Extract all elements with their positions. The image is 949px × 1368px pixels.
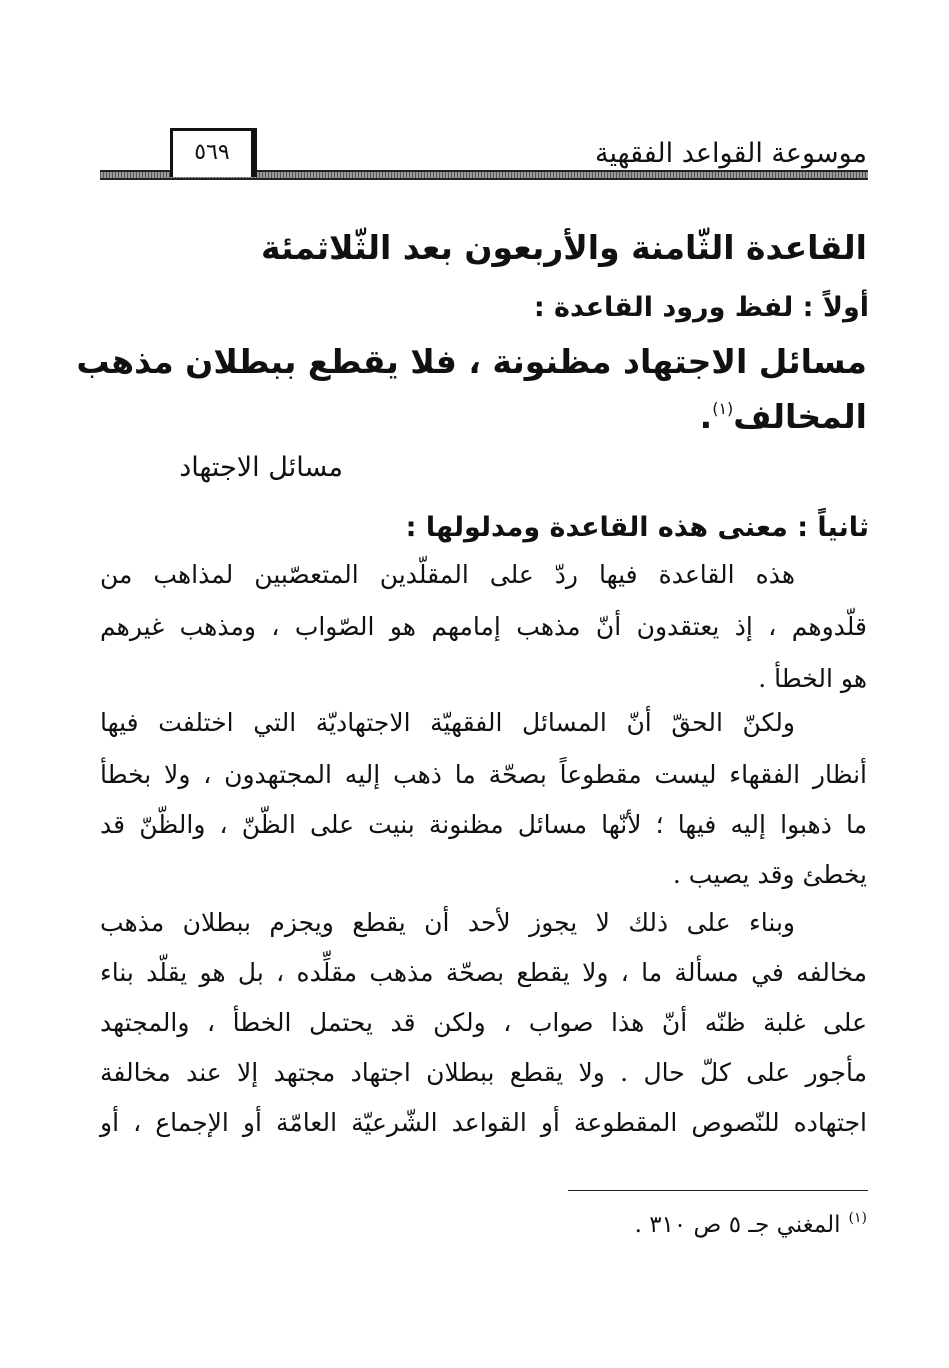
paragraph-3-line-5: اجتهاده للنّصوص المقطوعة أو القواعد الشّرعيّة العامّة أو الإجماع ، أو xyxy=(100,1108,867,1137)
paragraph-2-line-4: يخطئ وقد يصيب . xyxy=(672,860,867,889)
rule-heading: القاعدة الثّامنة والأربعون بعد الثّلاثمئة xyxy=(261,228,867,267)
section-1-title: أولاً : لفظ ورود القاعدة : xyxy=(533,292,869,323)
paragraph-1-line-3: هو الخطأ . xyxy=(758,664,867,693)
page-number-box xyxy=(170,128,257,177)
paragraph-1-line-2: قلّدوهم ، إذ يعتقدون أنّ مذهب إمامهم هو الصّواب ، ومذهب غيرهم xyxy=(100,612,867,641)
paragraph-3-line-2: مخالفه في مسألة ما ، ولا يقطع بصحّة مذهب مقلِّده ، بل هو يقلّد بناء xyxy=(100,958,867,987)
handwritten-note: مسائل الاجتهاد xyxy=(179,452,343,483)
paragraph-3-line-3: على غلبة ظنّه أنّ هذا صواب ، ولكن قد يحتمل الخطأ ، والمجتهد xyxy=(100,1008,867,1037)
footnote-ref-marker: (١) xyxy=(712,399,734,418)
footnote-text: المغني جـ ٥ ص ٣١٠ . xyxy=(634,1212,841,1238)
paragraph-2-line-2: أنظار الفقهاء ليست مقطوعاً بصحّة ما ذهب إليه المجتهدون ، ولا بخطأ xyxy=(100,760,867,789)
running-title: موسوعة القواعد الفقهية xyxy=(595,138,867,169)
paragraph-2-line-3: ما ذهبوا إليه فيها ؛ لأنّها مسائل مظنونة بنيت على الظّنّ ، والظّنّ قد xyxy=(100,810,867,839)
footnote xyxy=(635,1210,867,1238)
paragraph-3-line-4: مأجور على كلّ حال . ولا يقطع ببطلان اجتهاد مجتهد إلا عند مخالفة xyxy=(100,1058,867,1087)
section-2-title: ثانياً : معنى هذه القاعدة ومدلولها : xyxy=(405,512,869,543)
footnote-marker: (١) xyxy=(848,1210,867,1226)
rule-text-line-2-word: المخالف xyxy=(733,397,867,436)
rule-text-line-2 xyxy=(700,397,867,436)
rule-text-line-2-end: . xyxy=(699,397,713,436)
rule-text-line-1: مسائل الاجتهاد مظنونة ، فلا يقطع ببطلان مذهب xyxy=(76,342,867,381)
paragraph-3-line-1: وبناء على ذلك لا يجوز لأحد أن يقطع ويجزم ببطلان مذهب xyxy=(100,908,795,937)
page-number: ٥٦٩ xyxy=(194,140,230,165)
paragraph-2-line-1: ولكنّ الحقّ أنّ المسائل الفقهيّة الاجتهاديّة التي اختلفت فيها xyxy=(100,708,795,737)
footnote-separator xyxy=(568,1190,868,1191)
paragraph-1-line-1: هذه القاعدة فيها ردّ على المقلّدين المتعصّبين لمذاهب من xyxy=(100,560,795,589)
